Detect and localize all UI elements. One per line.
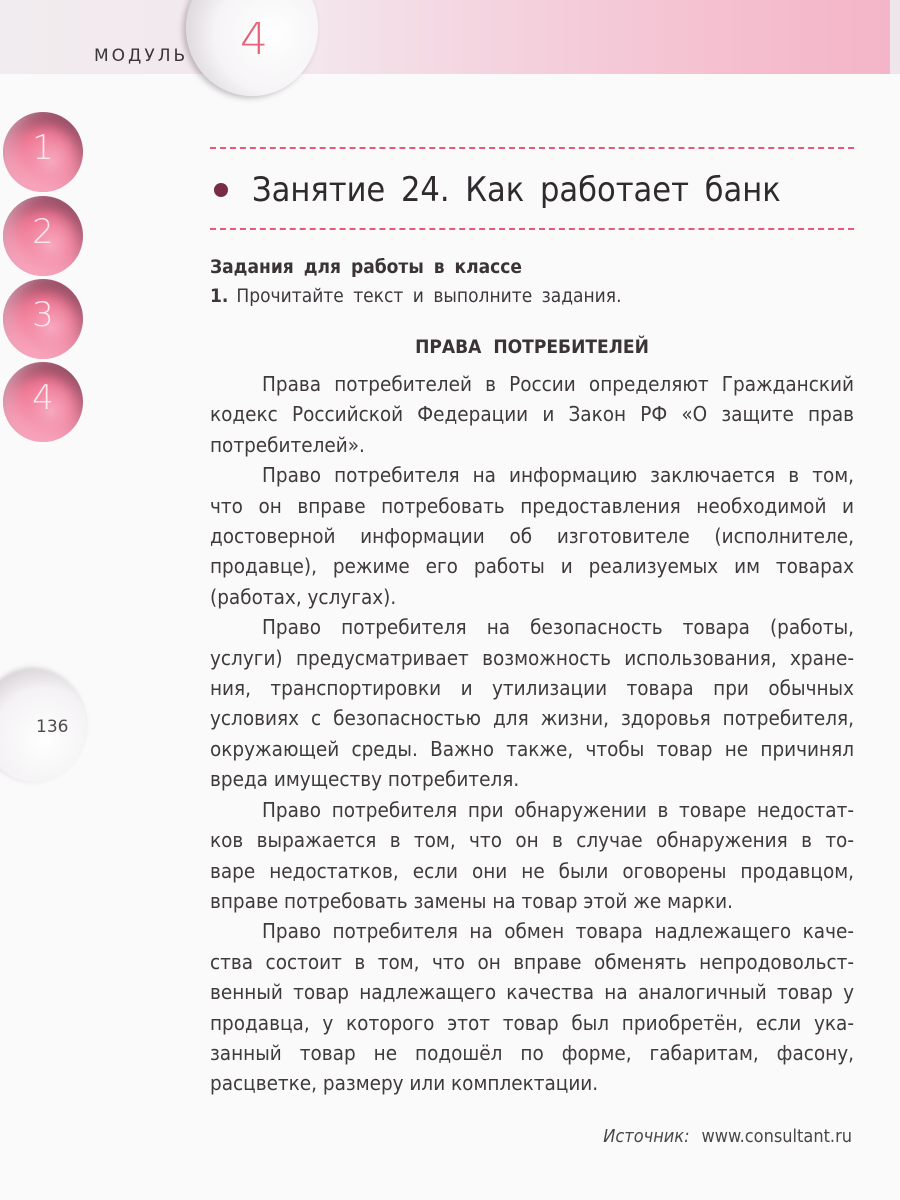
text-line: кодекс Российской Федерации и Закон РФ «О защите прав xyxy=(210,402,854,427)
module-tab-label: 1 xyxy=(32,128,54,168)
page-number: 136 xyxy=(36,717,69,737)
module-tab-label: 3 xyxy=(32,295,54,335)
paragraph xyxy=(210,460,854,612)
text-line: вреда имуществу потребителя. xyxy=(210,767,520,792)
text-line: потребителей». xyxy=(210,432,365,457)
module-tab-2[interactable] xyxy=(3,196,83,276)
text-line: продавце), режиме его работы и реализуемых им товарах xyxy=(210,554,854,579)
task-text: Прочитайте текст и выполните задания. xyxy=(236,285,622,307)
text-line: ков выражается в том, что он в случае обнаружения в то- xyxy=(210,828,854,853)
text-line: Права потребителей в России определяют Гражданский xyxy=(262,372,854,396)
text-line: Право потребителя на безопасность товара (работы, xyxy=(262,615,854,640)
text-line: Право потребителя на информацию заключается в том, xyxy=(262,463,854,488)
text-line: условиях с безопасностью для жизни, здоровья потребителя, xyxy=(210,706,854,731)
text-line: достоверной информации об изготовителе (исполнителе, xyxy=(210,524,854,549)
header-edge xyxy=(890,0,900,74)
text-line: вправе потребовать замены на товар этой же марки. xyxy=(210,888,734,913)
text-line: Право потребителя при обнаружении в товаре недостат- xyxy=(262,797,854,822)
task-number: 1. xyxy=(210,285,229,307)
article-heading: ПРАВА ПОТРЕБИТЕЛЕЙ xyxy=(415,336,649,358)
text-line: (работах, услугах). xyxy=(210,584,397,609)
bullet-icon xyxy=(214,183,228,197)
text-line: что он вправе потребовать предоставления необходимой и xyxy=(210,493,854,518)
text-line: услуги) предусматривает возможность использования, хране- xyxy=(210,645,854,670)
dashed-divider-bottom xyxy=(210,228,854,230)
paragraph xyxy=(210,612,854,794)
text-line: венный товар надлежащего качества на аналогичный товар у xyxy=(210,980,854,1005)
paragraph xyxy=(210,795,854,917)
module-tab-1[interactable] xyxy=(3,112,83,192)
source-label: Источник: xyxy=(603,1126,690,1147)
section-subheading: Задания для работы в классе xyxy=(210,256,523,278)
module-number: 4 xyxy=(240,14,268,65)
paragraph xyxy=(210,916,854,1098)
text-line: ства состоит в том, что он вправе обменять непродовольст- xyxy=(210,949,854,974)
dashed-divider-top xyxy=(210,147,854,149)
lesson-title-row xyxy=(214,170,781,210)
task-item xyxy=(210,285,622,307)
text-line: занный товар не подошёл по форме, габаритам, фасону, xyxy=(210,1040,854,1065)
article-body xyxy=(210,369,854,1099)
text-line: ния, транспортировки и утилизации товара при обычных xyxy=(210,676,854,701)
module-label: МОДУЛЬ xyxy=(94,46,189,66)
lesson-title: Занятие 24. Как работает банк xyxy=(252,170,781,210)
text-line: Право потребителя на обмен товара надлежащего каче- xyxy=(262,919,854,944)
paragraph xyxy=(210,369,854,460)
text-line: варе недостатков, если они не были оговорены продавцом, xyxy=(210,858,854,883)
module-tab-3[interactable] xyxy=(3,279,83,359)
module-tab-4[interactable] xyxy=(3,362,83,442)
source-citation xyxy=(603,1126,852,1147)
module-tab-label: 4 xyxy=(32,378,54,418)
text-line: окружающей среды. Важно также, чтобы товар не причинял xyxy=(210,736,854,761)
module-tab-label: 2 xyxy=(32,212,54,252)
text-line: продавца, у которого этот товар был приобретён, если ука- xyxy=(210,1010,854,1035)
source-link[interactable]: www.consultant.ru xyxy=(701,1126,852,1147)
text-line: расцветке, размеру или комплектации. xyxy=(210,1071,599,1096)
